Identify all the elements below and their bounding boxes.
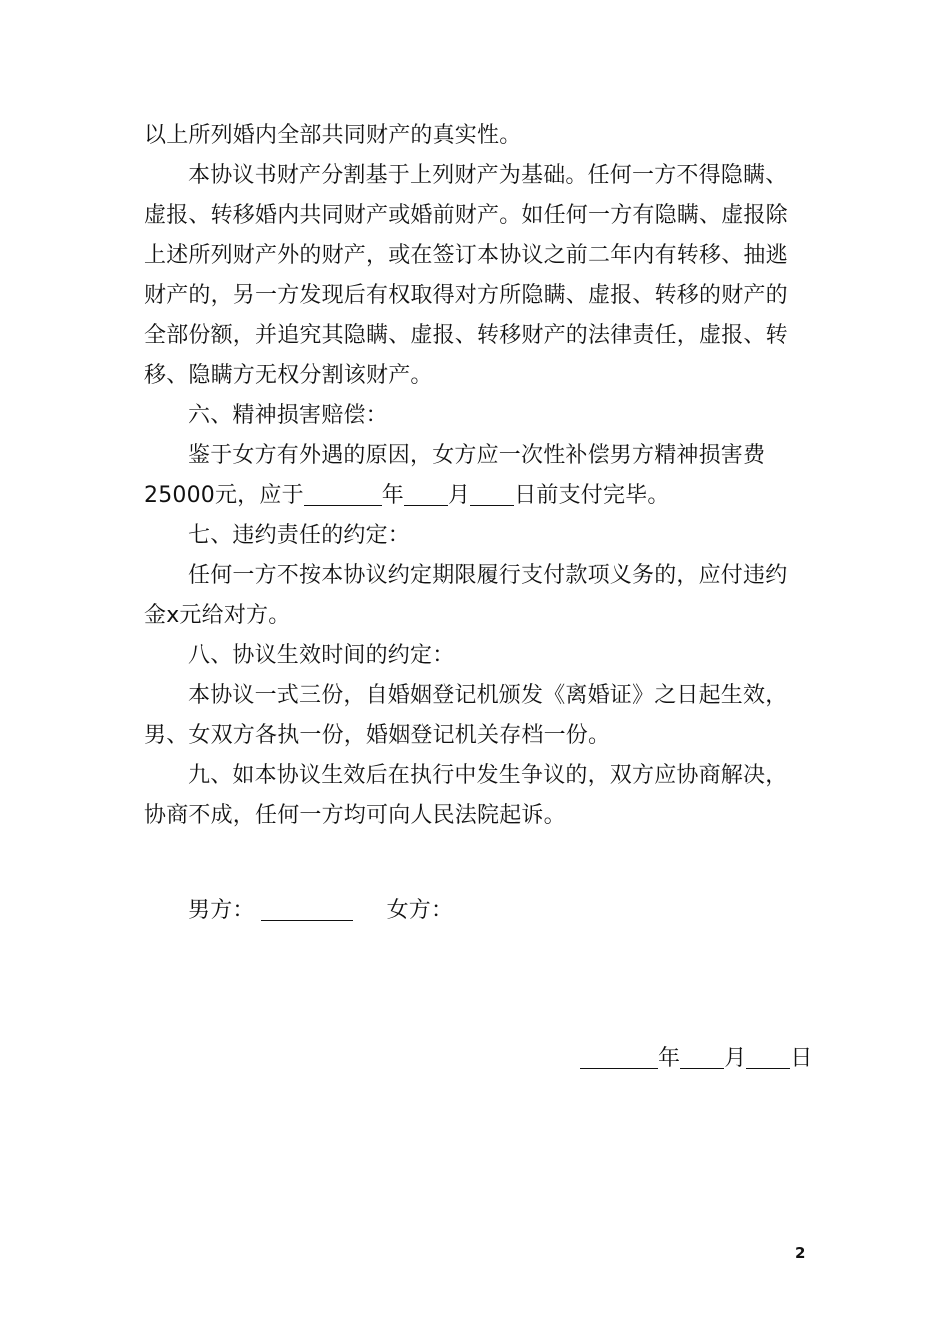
- payment-line: [144, 481, 670, 511]
- section-heading-8: 八、协议生效时间的约定：: [188, 643, 455, 668]
- female-label: 女方：: [386, 898, 454, 923]
- page-number: 2: [795, 1244, 806, 1262]
- paragraph-line: 财产的，另一方发现后有权取得对方所隐瞒、虚报、转移的财产的: [144, 283, 788, 308]
- month-label: 月: [448, 483, 471, 508]
- day-text: 日前支付完毕。: [514, 483, 670, 508]
- paragraph-line: 本协议书财产分割基于上列财产为基础。任何一方不得隐瞒、: [188, 163, 788, 188]
- male-label: 男方：: [188, 898, 255, 923]
- section-heading-7: 七、违约责任的约定：: [188, 523, 411, 548]
- date-month-label: 月: [724, 1046, 747, 1071]
- paragraph-line: 男、女双方各执一份，婚姻登记机关存档一份。: [144, 723, 611, 748]
- paragraph-line: 金x元给对方。: [144, 603, 291, 628]
- date-line: [580, 1044, 813, 1074]
- paragraph-line: 虚报、转移婚内共同财产或婚前财产。如任何一方有隐瞒、虚报除: [144, 203, 788, 228]
- date-day-label: 日: [790, 1046, 813, 1071]
- month-blank: [404, 483, 448, 506]
- paragraph-line: 协商不成，任何一方均可向人民法院起诉。: [144, 803, 566, 828]
- date-day-blank: [746, 1046, 790, 1069]
- paragraph-line: 鉴于女方有外遇的原因，女方应一次性补偿男方精神损害费: [188, 443, 766, 468]
- paragraph-line: 全部份额，并追究其隐瞒、虚报、转移财产的法律责任，虚报、转: [144, 323, 788, 348]
- date-year-blank: [580, 1046, 658, 1069]
- payment-amount-text: 25000元，应于: [144, 483, 304, 508]
- year-blank: [304, 483, 382, 506]
- paragraph-line: 上述所列财产外的财产，或在签订本协议之前二年内有转移、抽逃: [144, 243, 788, 268]
- paragraph-line: 任何一方不按本协议约定期限履行支付款项义务的，应付违约: [188, 563, 788, 588]
- paragraph-line: 本协议一式三份，自婚姻登记机颁发《离婚证》之日起生效，: [188, 683, 788, 708]
- section-heading-6: 六、精神损害赔偿：: [188, 403, 388, 428]
- date-month-blank: [680, 1046, 724, 1069]
- paragraph-line: 以上所列婚内全部共同财产的真实性。: [144, 123, 522, 148]
- male-signature-blank: [261, 898, 353, 921]
- day-blank: [470, 483, 514, 506]
- year-label: 年: [381, 483, 404, 508]
- date-year-label: 年: [658, 1046, 681, 1071]
- paragraph-line: 移、隐瞒方无权分割该财产。: [144, 363, 433, 388]
- section-heading-9: 九、如本协议生效后在执行中发生争议的，双方应协商解决，: [188, 763, 788, 788]
- signature-line: [188, 896, 453, 926]
